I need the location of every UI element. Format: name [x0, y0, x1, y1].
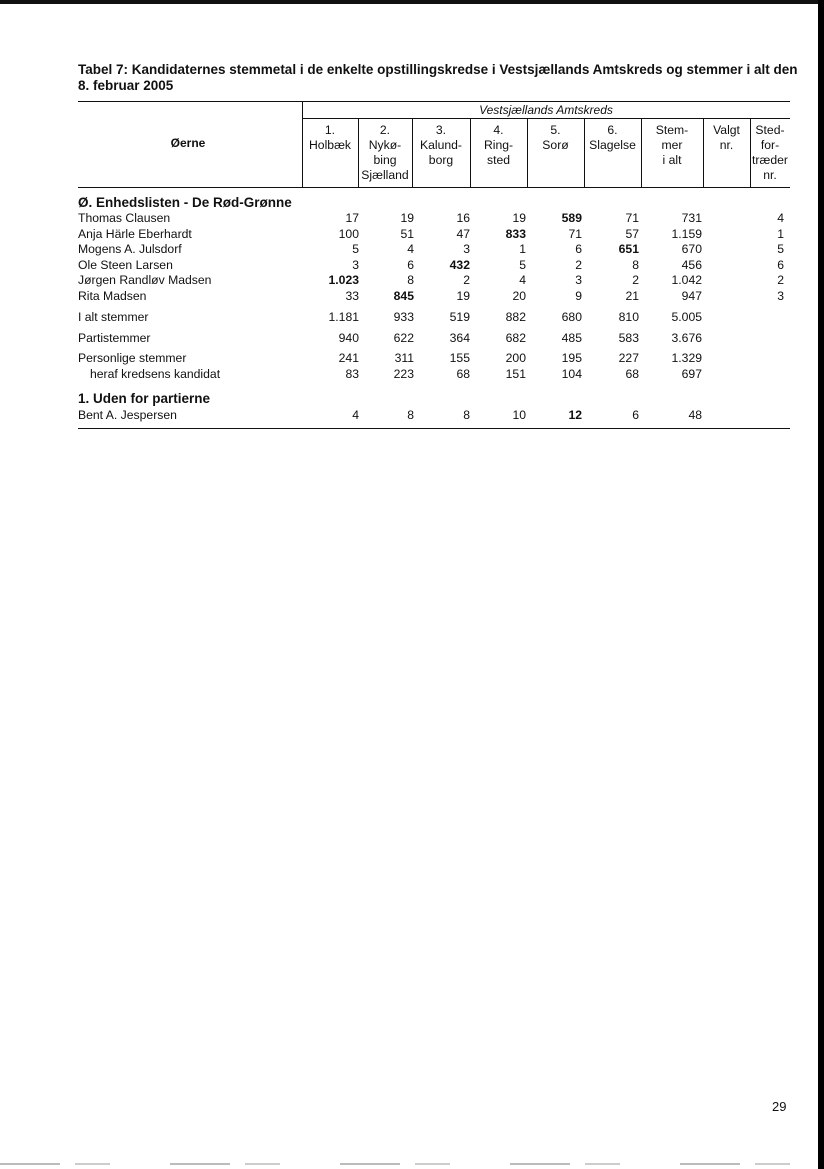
cell-ringsted: 10 [512, 408, 526, 422]
cell-nykobing: 311 [394, 351, 414, 365]
page-number: 29 [772, 1099, 787, 1114]
cell-kalundborg: 155 [449, 351, 470, 365]
cell-stemmer-i-alt: 1.042 [671, 273, 702, 287]
column-header-nykobing: Sjælland [361, 168, 409, 182]
cell-holbaek: 1.181 [328, 310, 359, 324]
column-header-kalundborg: borg [428, 153, 454, 167]
cell-slagelse: 810 [618, 310, 639, 324]
cell-kalundborg: 519 [449, 310, 470, 324]
row-label: Rita Madsen [78, 288, 147, 303]
cell-slagelse: 57 [625, 226, 639, 241]
cell-holbaek: 83 [345, 367, 359, 381]
cell-stemmer-i-alt: 731 [681, 211, 702, 225]
cell-stemmer-i-alt: 697 [681, 367, 702, 381]
cell-holbaek: 17 [345, 211, 359, 225]
cell-holbaek: 5 [352, 242, 359, 256]
cell-slagelse: 651 [618, 242, 639, 256]
cell-soro: 2 [575, 257, 582, 272]
cell-kalundborg: 47 [456, 226, 470, 241]
column-header-nykobing: 2. [379, 123, 391, 137]
cell-ringsted: 682 [505, 331, 526, 345]
column-header-stemmer-i-alt: Stem- [655, 123, 689, 137]
cell-nykobing: 8 [407, 273, 414, 287]
cell-holbaek: 241 [338, 351, 359, 365]
scan-bottom-edge [0, 1163, 824, 1165]
cell-nykobing: 622 [393, 331, 414, 345]
cell-kalundborg: 19 [456, 288, 470, 303]
row-label: Bent A. Jespersen [78, 408, 177, 422]
cell-soro: 680 [561, 310, 582, 324]
cell-kalundborg: 16 [456, 211, 470, 225]
cell-ringsted: 4 [519, 273, 526, 287]
cell-stemmer-i-alt: 456 [681, 257, 702, 272]
cell-slagelse: 71 [625, 211, 639, 225]
cell-slagelse: 583 [618, 331, 639, 345]
row-label: heraf kredsens kandidat [90, 367, 221, 381]
cell-stemmer-i-alt: 1.159 [671, 226, 702, 241]
column-header-soro: 5. [550, 123, 561, 137]
cell-ringsted: 151 [505, 367, 526, 381]
table-top-rule [78, 101, 790, 102]
column-header-valgt-nr: Valgt [713, 123, 740, 137]
cell-nykobing: 8 [407, 408, 414, 422]
cell-holbaek: 33 [345, 288, 359, 303]
cell-nykobing: 6 [407, 257, 414, 272]
cell-slagelse: 21 [625, 288, 639, 303]
column-header-slagelse: Slagelse [589, 138, 636, 152]
row-label-header: Øerne [170, 136, 206, 150]
row-label: Personlige stemmer [78, 351, 187, 365]
cell-soro: 589 [561, 211, 582, 225]
scan-border-right [818, 0, 824, 1169]
cell-slagelse: 68 [625, 367, 639, 381]
cell-stedfortraeder-nr: 2 [777, 273, 784, 287]
column-header-ringsted: 4. [493, 123, 504, 137]
cell-kalundborg: 3 [463, 242, 470, 256]
cell-slagelse: 227 [618, 351, 639, 365]
cell-slagelse: 8 [632, 257, 639, 272]
cell-nykobing: 223 [393, 367, 414, 381]
column-header-slagelse: 6. [607, 123, 618, 137]
cell-holbaek: 940 [338, 331, 359, 345]
cell-soro: 12 [568, 408, 582, 422]
cell-stedfortraeder-nr: 3 [777, 288, 784, 303]
column-header-kalundborg: Kalund- [419, 138, 462, 152]
cell-nykobing: 933 [393, 310, 414, 324]
cell-soro: 104 [561, 367, 582, 381]
cell-kalundborg: 68 [456, 367, 470, 381]
cell-nykobing: 51 [400, 226, 414, 241]
cell-ringsted: 5 [519, 257, 526, 272]
header-bottom-rule [78, 187, 790, 188]
column-header-stedfortraeder-nr: træder [752, 153, 788, 167]
cell-ringsted: 19 [512, 211, 526, 225]
row-label: Mogens A. Julsdorf [78, 242, 182, 256]
row-label: Thomas Clausen [78, 211, 171, 225]
column-header-ringsted: sted [486, 153, 511, 167]
cell-soro: 71 [568, 226, 582, 241]
row-label: Ole Steen Larsen [78, 257, 173, 272]
cell-kalundborg: 8 [463, 408, 470, 422]
cell-soro: 195 [561, 351, 582, 365]
cell-holbaek: 1.023 [328, 273, 359, 287]
cell-nykobing: 19 [400, 211, 414, 225]
cell-nykobing: 845 [393, 288, 414, 303]
cell-holbaek: 3 [352, 257, 359, 272]
table-bottom-rule [78, 428, 790, 429]
party-section-heading: Ø. Enhedslisten - De Rød-Grønne [78, 195, 292, 210]
cell-kalundborg: 364 [449, 331, 470, 345]
party-section-heading: 1. Uden for partierne [78, 391, 211, 406]
cell-stemmer-i-alt: 1.329 [671, 351, 702, 365]
cell-stemmer-i-alt: 48 [688, 408, 702, 422]
column-header-stemmer-i-alt: i alt [662, 153, 682, 167]
cell-ringsted: 20 [512, 288, 526, 303]
column-header-ringsted: Ring- [483, 138, 514, 152]
table-title: Tabel 7: Kandidaternes stemmetal i de enkelte opstillingskredse i Vestsjællands Amtskreds og stemmer i alt den 8. februar 2005 [78, 62, 798, 93]
row-label: Partistemmer [78, 331, 151, 345]
cell-soro: 3 [575, 273, 582, 287]
cell-ringsted: 833 [505, 226, 526, 241]
cell-ringsted: 882 [505, 310, 526, 324]
cell-ringsted: 200 [505, 351, 526, 365]
group-rule [302, 118, 790, 119]
column-header-holbaek: 1. [324, 123, 336, 137]
column-header-holbaek: Holbæk [309, 138, 351, 152]
column-header-valgt-nr: nr. [719, 138, 734, 152]
column-header-nykobing: Nykø- [368, 138, 402, 152]
cell-slagelse: 6 [632, 408, 639, 422]
row-label: Anja Härle Eberhardt [78, 226, 192, 241]
cell-stemmer-i-alt: 670 [681, 242, 702, 256]
cell-kalundborg: 432 [449, 257, 470, 272]
cell-holbaek: 100 [338, 226, 359, 241]
scan-border-top [0, 0, 824, 4]
results-table [78, 101, 790, 431]
row-label: Jørgen Randløv Madsen [78, 273, 212, 287]
column-header-stedfortraeder-nr: nr. [763, 168, 777, 182]
column-header-stedfortraeder-nr: for- [760, 138, 780, 152]
column-header-stemmer-i-alt: mer [661, 138, 683, 152]
cell-kalundborg: 2 [463, 273, 470, 287]
cell-ringsted: 1 [519, 242, 526, 256]
cell-stemmer-i-alt: 3.676 [671, 331, 702, 345]
cell-stedfortraeder-nr: 4 [777, 211, 784, 225]
cell-soro: 485 [561, 331, 582, 345]
cell-stemmer-i-alt: 5.005 [671, 310, 702, 324]
group-header: Vestsjællands Amtskreds [479, 103, 613, 117]
cell-stedfortraeder-nr: 1 [777, 226, 784, 241]
cell-nykobing: 4 [407, 242, 414, 256]
cell-slagelse: 2 [632, 273, 639, 287]
cell-holbaek: 4 [352, 408, 359, 422]
cell-stemmer-i-alt: 947 [681, 288, 702, 303]
column-header-soro: Sorø [542, 138, 569, 152]
row-label: I alt stemmer [78, 310, 149, 324]
cell-soro: 6 [575, 242, 582, 256]
column-header-kalundborg: 3. [435, 123, 447, 137]
column-header-stedfortraeder-nr: Sted- [755, 123, 785, 137]
cell-soro: 9 [575, 288, 582, 303]
column-header-nykobing: bing [373, 153, 397, 167]
cell-stedfortraeder-nr: 5 [777, 242, 784, 256]
cell-stedfortraeder-nr: 6 [777, 257, 784, 272]
